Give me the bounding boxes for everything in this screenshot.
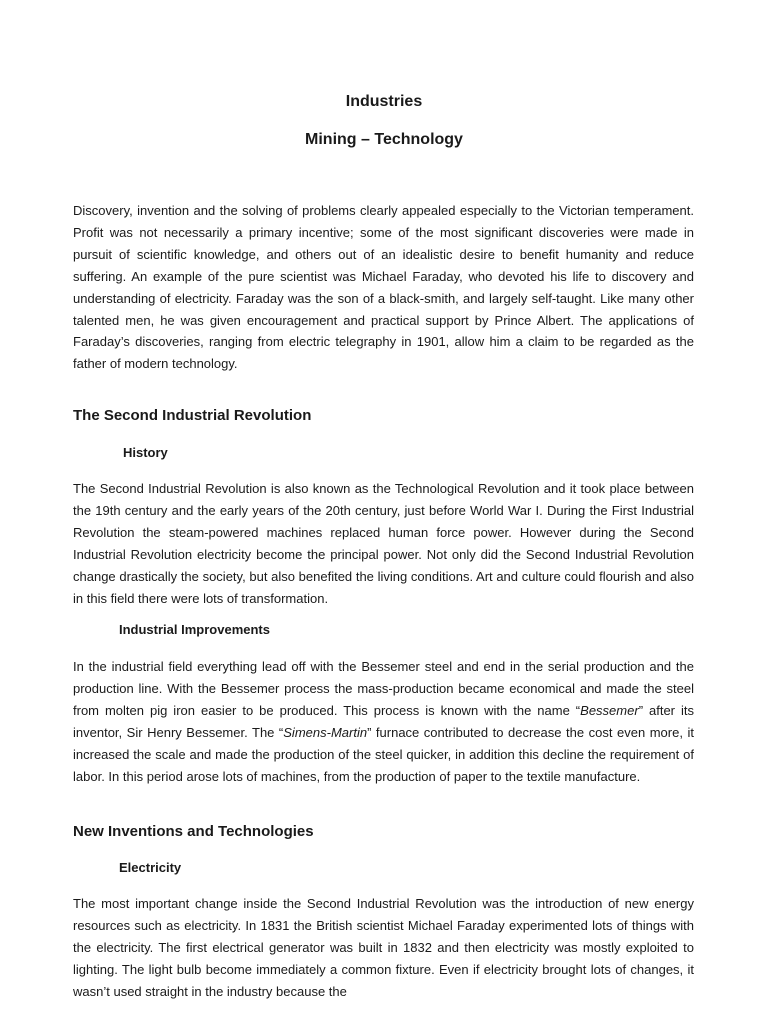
intro-paragraph: Discovery, invention and the solving of problems clearly appealed especially to the Victorian temperament. Profit was not necessarily a primary incentive; some of the most significant discoveries were made in pursuit of scientific knowledge, and others out of an idealistic desire to benefit humanity and reduce suffering. An example of the pure scientist was Michael Faraday, who devoted his life to discovery and understanding of electricity. Faraday was the son of a black-smith, and largely self-taught. Like many other talented men, he was given encouragement and practical support by Prince Albert. The applications of Faraday’s discoveries, ranging from electric telegraphy in 1901, allow him a claim to be regarded as the father of modern technology. bbox=[73, 203, 694, 372]
improvements-paragraph bbox=[73, 656, 694, 787]
subheading-history: History bbox=[123, 445, 168, 460]
subheading-industrial-improvements: Industrial Improvements bbox=[119, 622, 270, 637]
bessemer-emphasis: Bessemer bbox=[580, 702, 639, 718]
electricity-paragraph: The most important change inside the Second Industrial Revolution was the introduction of new energy resources such as electricity. In 1831 the British scientist Michael Faraday experimented lots of things with the electricity. The first electrical generator was built in 1832 and then electricity was mostly exploited to lighting. The light bulb become immediately a common fixture. Even if electricity brought lots of changes, it wasn’t used straight in the industry because the bbox=[73, 896, 694, 999]
improvements-text-part-2: ” after its inventor, Sir Henry Bessemer. The “ bbox=[73, 702, 694, 740]
improvements-text-part-3: ” furnace contributed to decrease the cost even more, it increased the scale and made the production of the steel quicker, in addition this decline the requirement of labor. In this period arose lots of machines, from the production of paper to the textile manufacture. bbox=[73, 724, 694, 784]
section-heading-second-industrial-revolution: The Second Industrial Revolution bbox=[73, 407, 312, 424]
improvements-text-part-1: In the industrial field everything lead off with the Bessemer steel and end in the serial production and the production line. With the Bessemer process the mass-production became economical and made the steel from molten pig iron easier to be produced. This process is known with the name “ bbox=[73, 659, 694, 718]
subheading-electricity: Electricity bbox=[119, 860, 182, 875]
history-paragraph: The Second Industrial Revolution is also known as the Technological Revolution and it took place between the 19th century and the early years of the 20th century, just before World War I. During the First Industrial Revolution the steam-powered machines replaced human force power. However during the Second Industrial Revolution electricity become the principal power. Not only did the Second Industrial Revolution change drastically the society, but also benefited the living conditions. Art and culture could flourish and also in this field there were lots of transformation. bbox=[73, 481, 694, 606]
simens-martin-emphasis: Simens-Martin bbox=[283, 724, 368, 740]
section-heading-new-inventions: New Inventions and Technologies bbox=[73, 823, 314, 840]
document-subtitle: Mining – Technology bbox=[305, 131, 463, 148]
document-title: Industries bbox=[345, 93, 423, 110]
